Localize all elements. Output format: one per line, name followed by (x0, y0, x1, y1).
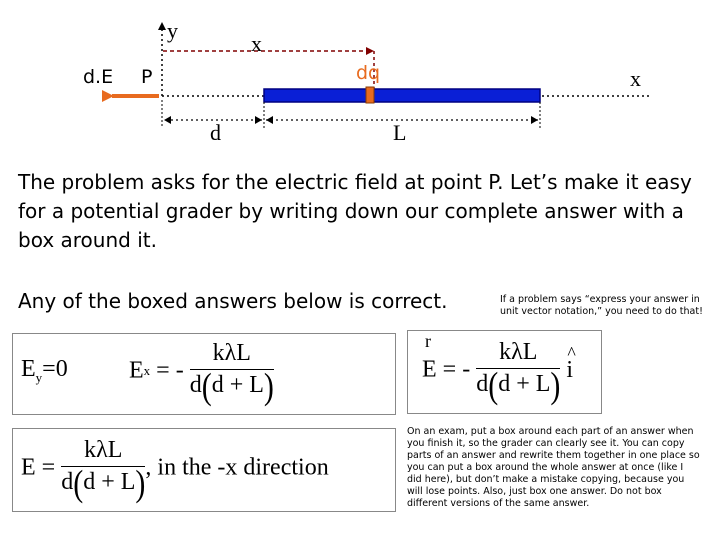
ey-answer (21, 356, 68, 386)
L-arrow-left (266, 116, 273, 124)
dir-tail: , in the -x direction (145, 454, 329, 481)
answer-box-unit-vector (407, 330, 602, 414)
L-arrow-right (531, 116, 538, 124)
ex-answer (129, 340, 274, 407)
unit-vector-note: If a problem says “express your answer in unit vector notation,” you need to do that! (500, 294, 703, 317)
ey-symbol: E (21, 356, 36, 382)
ex-subscript: x (143, 363, 151, 378)
dE-label: d.E (83, 66, 114, 88)
uv-den-inner: d + L (498, 371, 551, 397)
unit-i-hat: ^ (567, 342, 576, 363)
d-label: d (210, 120, 221, 145)
ex-den-inner: d + L (211, 372, 264, 398)
uv-lhs: E = - (422, 356, 471, 383)
ey-subscript: y (35, 369, 43, 385)
d-arrow-left (164, 116, 171, 124)
unit-i-letter: i (566, 356, 574, 383)
answer-box-direction (12, 428, 396, 512)
unit-vector-answer (422, 339, 576, 406)
uv-numerator: kλL (476, 339, 560, 369)
ex-den-d: d (189, 372, 202, 398)
intro-paragraph: The problem asks for the electric field at point P. Let’s make it easy for a potential grader by writing down our complete answer with a box around it. (18, 170, 692, 252)
answer-box-components (12, 333, 396, 415)
exam-note: On an exam, put a box around each part of an answer when you finish it, so the grader can clearly see it. You can copy parts of an answer and rewrite them together in one place so you can put a box around the whole answer at once (like I did here), but don’t make a mistake copying, because you will lose points. Also, just box one answer. Do not box different versions of the same answer. (407, 426, 700, 509)
direction-answer (21, 437, 329, 504)
y-axis-label: y (167, 18, 178, 43)
uv-fraction (476, 339, 561, 406)
boxed-answers-heading: Any of the boxed answers below is correct. (18, 289, 448, 313)
dir-den-d: d (61, 469, 74, 495)
L-label: L (393, 120, 407, 145)
d-arrow-right (255, 116, 262, 124)
uv-denominator: d(d + L) (476, 364, 561, 406)
vector-mark: r (425, 331, 431, 351)
ex-fraction (189, 340, 274, 407)
x-distance-label: x (251, 31, 262, 56)
unit-i (566, 342, 576, 383)
dq-label: dq (356, 62, 381, 84)
ex-equals: = - (156, 357, 184, 384)
dir-fraction (61, 437, 146, 504)
dir-denominator: d(d + L) (61, 462, 146, 504)
ex-denominator: d(d + L) (189, 365, 274, 407)
dir-den-inner: d + L (83, 469, 136, 495)
ex-symbol: E (129, 357, 144, 384)
dir-numerator: kλL (61, 437, 145, 467)
ex-numerator: kλL (190, 340, 274, 370)
P-label: P (141, 66, 153, 88)
charged-rod (264, 89, 540, 102)
ey-value: =0 (42, 356, 68, 382)
uv-den-d: d (476, 371, 489, 397)
dq-element (366, 87, 374, 103)
dir-lhs: E = (21, 454, 56, 481)
x-axis-label: x (630, 66, 641, 91)
